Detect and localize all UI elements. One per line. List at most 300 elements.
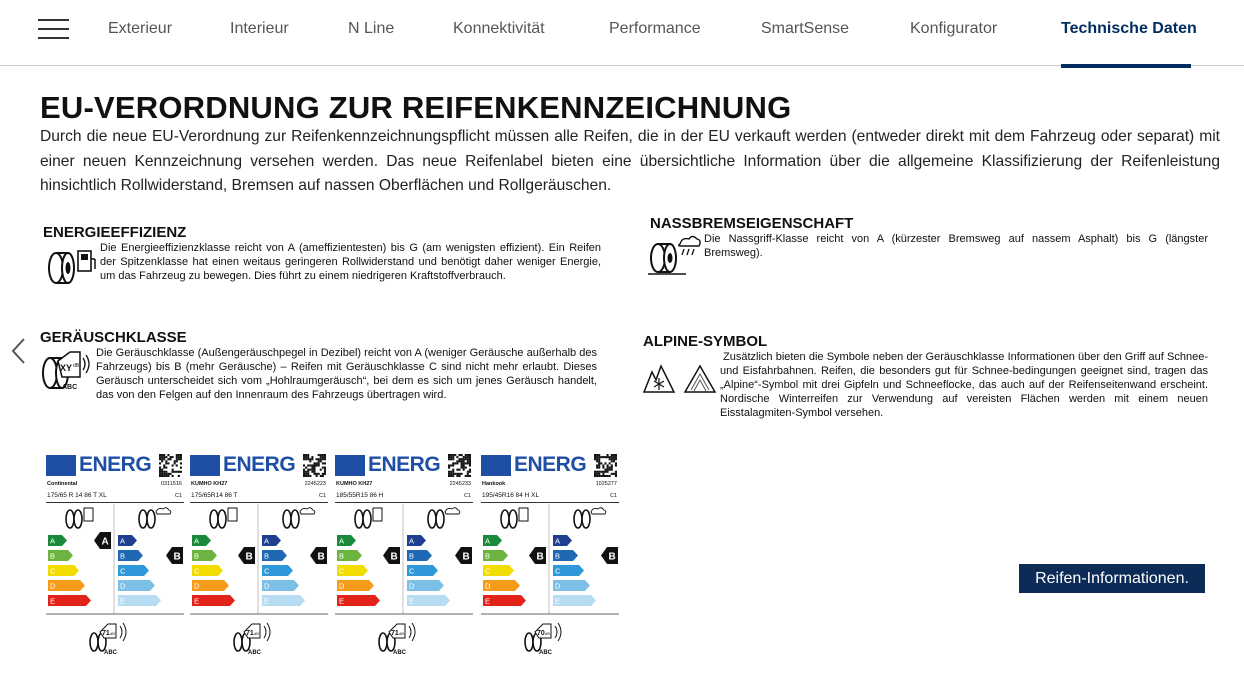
rain-cloud-icon <box>591 508 606 514</box>
alpine-snowflake-icon <box>642 362 676 394</box>
qr-module <box>316 473 318 475</box>
wet-grip-title: NASSBREMSEIGENSCHAFT <box>650 215 854 232</box>
qr-module <box>165 462 167 464</box>
qr-module <box>159 456 161 458</box>
qr-module <box>165 471 167 473</box>
qr-module <box>172 464 174 466</box>
qr-code-icon[interactable] <box>303 454 326 477</box>
qr-module <box>452 464 454 466</box>
qr-module <box>467 456 469 458</box>
qr-module <box>456 469 458 471</box>
qr-module <box>159 467 161 469</box>
qr-module <box>159 458 161 460</box>
qr-module <box>469 462 471 464</box>
noise-db-value: 71 <box>102 630 110 637</box>
qr-module <box>452 458 454 460</box>
eu-flag-icon <box>335 455 365 476</box>
qr-module <box>604 462 606 464</box>
qr-module <box>604 469 606 471</box>
qr-module <box>600 475 602 477</box>
qr-module <box>469 458 471 460</box>
noise-class-text: ABC <box>248 650 261 656</box>
label-code: 1025277 <box>595 481 617 487</box>
qr-module <box>598 464 600 466</box>
label-divider <box>190 502 328 503</box>
qr-module <box>458 458 460 460</box>
active-tab-indicator <box>1061 64 1191 68</box>
qr-module <box>607 469 609 471</box>
qr-module <box>615 458 617 460</box>
qr-module <box>461 462 463 464</box>
qr-module <box>307 454 309 456</box>
qr-module <box>615 471 617 473</box>
qr-module <box>613 460 615 462</box>
fuel-class-letter: B <box>339 551 345 561</box>
wet-tyre-icon <box>428 510 436 528</box>
qr-module <box>461 454 463 456</box>
qr-module <box>172 456 174 458</box>
wet-class-letter: E <box>264 596 270 606</box>
fuel-class-letter: E <box>194 596 200 606</box>
fuel-pump-icon <box>228 508 237 521</box>
qr-module <box>176 456 178 458</box>
qr-module <box>307 475 309 477</box>
eu-flag-icon <box>190 455 220 476</box>
qr-module <box>596 456 598 458</box>
qr-module <box>448 458 450 460</box>
qr-module <box>458 454 460 456</box>
label-brand: Continental <box>47 481 78 487</box>
qr-module <box>169 473 171 475</box>
label-tyre-class: C1 <box>318 493 326 499</box>
qr-module <box>309 460 311 462</box>
label-brand: KUMHO KH27 <box>191 481 228 487</box>
qr-module <box>448 454 450 456</box>
fuel-class-letter: D <box>194 581 200 591</box>
qr-module <box>600 462 602 464</box>
qr-module <box>448 471 450 473</box>
qr-module <box>454 462 456 464</box>
label-code: 0311516 <box>160 481 182 487</box>
nav-item-n-line[interactable]: N Line <box>348 20 395 37</box>
rain-cloud-icon <box>300 508 315 514</box>
qr-module <box>309 464 311 466</box>
qr-module <box>611 473 613 475</box>
qr-module <box>458 473 460 475</box>
qr-module <box>159 454 161 456</box>
qr-module <box>602 464 604 466</box>
fuel-class-letter: B <box>194 551 200 561</box>
label-divider <box>335 502 473 503</box>
qr-module <box>307 458 309 460</box>
qr-module <box>458 469 460 471</box>
qr-module <box>163 471 165 473</box>
chevron-left-icon[interactable] <box>8 336 30 366</box>
qr-module <box>611 467 613 469</box>
qr-module <box>594 473 596 475</box>
noise-tyre-icon <box>234 633 242 651</box>
wet-tyre-icon <box>574 510 582 528</box>
qr-module <box>613 456 615 458</box>
qr-module <box>324 471 326 473</box>
qr-module <box>318 460 320 462</box>
nav-item-konnektivitaet[interactable]: Konnektivität <box>453 20 545 37</box>
qr-module <box>465 462 467 464</box>
qr-module <box>313 467 315 469</box>
qr-module <box>607 471 609 473</box>
qr-module <box>602 471 604 473</box>
qr-module <box>461 473 463 475</box>
qr-module <box>172 471 174 473</box>
qr-module <box>165 473 167 475</box>
reifen-informationen-button[interactable]: Reifen-Informationen. <box>1019 564 1205 593</box>
fuel-tyre-icon <box>46 247 98 287</box>
energ-logo: ENERG <box>223 453 296 476</box>
qr-module <box>318 464 320 466</box>
qr-module <box>165 475 167 477</box>
qr-module <box>316 462 318 464</box>
noise-db-value: 71 <box>391 630 399 637</box>
label-tyre-size: 185/55R15 86 H <box>336 492 384 499</box>
sound-wave-icon <box>555 626 557 638</box>
label-tyre-size: 175/65R14 86 T <box>191 492 238 499</box>
fuel-tyre-icon-front <box>509 510 517 528</box>
qr-module <box>596 475 598 477</box>
wet-class-letter: C <box>120 566 126 576</box>
qr-module <box>320 460 322 462</box>
qr-module <box>596 464 598 466</box>
qr-module <box>159 473 161 475</box>
qr-module <box>469 456 471 458</box>
fuel-tyre-icon-front <box>74 510 82 528</box>
wet-grip-tyre-icon <box>646 234 702 276</box>
qr-module <box>180 458 182 460</box>
qr-module <box>594 458 596 460</box>
wet-class-arrow-letter: B <box>462 551 470 563</box>
wet-class-letter: A <box>120 536 126 546</box>
qr-module <box>615 475 617 477</box>
qr-module <box>448 473 450 475</box>
qr-module <box>322 473 324 475</box>
fuel-class-letter: E <box>50 596 56 606</box>
qr-code-icon[interactable] <box>448 454 471 477</box>
qr-module <box>598 473 600 475</box>
fuel-pump-icon <box>84 508 93 521</box>
qr-module <box>615 456 617 458</box>
noise-db-value: 70 <box>537 630 545 637</box>
qr-module <box>318 473 320 475</box>
qr-module <box>318 454 320 456</box>
qr-module <box>452 462 454 464</box>
qr-module <box>176 471 178 473</box>
noise-text: Die Geräuschklasse (Außengeräuschpegel in Dezibel) reicht von A (weniger Geräusche außerhalb des Fahrzeugs) bis B (mehr Geräusche) – Reifen mit Geräuschklasse C sind nicht mehr erlaubt. Dieses Geräusch unterscheidet sich vom „Hohlraumgeräusch“, bei dem es sich um jenes Geräusch handelt, das von den Felgen auf den Innenraum des Fahrzeugs übertragen wird. <box>96 347 597 401</box>
wet-class-arrow-letter: B <box>608 551 616 563</box>
fuel-tyre-icon <box>210 510 218 528</box>
wet-class-letter: D <box>555 581 561 591</box>
noise-tyre-icon <box>525 633 533 651</box>
qr-module <box>450 475 452 477</box>
qr-code-icon[interactable] <box>159 454 182 477</box>
qr-module <box>465 454 467 456</box>
qr-module <box>163 464 165 466</box>
qr-module <box>163 458 165 460</box>
qr-module <box>609 462 611 464</box>
qr-module <box>598 454 600 456</box>
qr-module <box>596 467 598 469</box>
sound-wave-icon <box>120 626 122 638</box>
noise-class-text: ABC <box>104 650 117 656</box>
label-header <box>46 452 184 478</box>
qr-module <box>600 456 602 458</box>
fuel-class-letter: A <box>194 536 200 546</box>
intro-paragraph: Durch die neue EU-Verordnung zur Reifenkennzeichnungspflicht müssen alle Reifen, die in der EU verkauft werden (entweder direkt mit dem Fahrzeug oder separat) mit einer neuen Kennzeichnung versehen werden. Das neue Reifenlabel bieten eine übersichtliche Information über die allgemeine Klassifizierung der Reifenleistung hinsichtlich Rollwiderstand, Bremsen auf nassen Oberflächen und Rollgeräuschen. <box>40 128 1220 194</box>
qr-module <box>598 458 600 460</box>
fuel-class-letter: A <box>339 536 345 546</box>
qr-module <box>594 456 596 458</box>
noise-class-text: ABC <box>393 650 406 656</box>
qr-module <box>454 473 456 475</box>
qr-module <box>469 464 471 466</box>
energ-logo: ENERG <box>514 453 587 476</box>
qr-module <box>463 460 465 462</box>
qr-module <box>456 475 458 477</box>
qr-module <box>176 464 178 466</box>
noise-class-text: ABC <box>539 650 552 656</box>
tyre-label-4 <box>481 450 619 660</box>
qr-module <box>596 473 598 475</box>
fuel-class-letter: B <box>50 551 56 561</box>
fuel-class-arrow-letter: A <box>101 536 109 548</box>
qr-module <box>159 471 161 473</box>
qr-module <box>324 458 326 460</box>
fuel-tyre-icon <box>501 510 509 528</box>
alpine-title: ALPINE-SYMBOL <box>643 333 768 350</box>
qr-module <box>467 473 469 475</box>
qr-module <box>467 475 469 477</box>
sound-wave-icon <box>558 623 561 641</box>
eu-flag-icon <box>46 455 76 476</box>
qr-module <box>450 454 452 456</box>
label-scales <box>335 504 473 660</box>
noise-db-unit: dB <box>254 631 259 636</box>
qr-module <box>311 464 313 466</box>
qr-module <box>159 469 161 471</box>
qr-module <box>458 475 460 477</box>
wet-class-letter: A <box>409 536 415 546</box>
qr-module <box>463 469 465 471</box>
qr-module <box>324 454 326 456</box>
qr-module <box>469 471 471 473</box>
label-header <box>335 452 473 478</box>
qr-module <box>161 473 163 475</box>
qr-module <box>461 464 463 466</box>
qr-module <box>165 467 167 469</box>
qr-module <box>456 460 458 462</box>
qr-module <box>161 475 163 477</box>
qr-module <box>324 467 326 469</box>
qr-module <box>600 471 602 473</box>
qr-module <box>598 475 600 477</box>
wet-class-letter: C <box>264 566 270 576</box>
qr-module <box>602 456 604 458</box>
qr-module <box>172 475 174 477</box>
qr-module <box>465 458 467 460</box>
energy-title: ENERGIEEFFIZIENZ <box>43 224 187 241</box>
nav-item-smartsense[interactable]: SmartSense <box>761 20 850 37</box>
qr-module <box>448 456 450 458</box>
wet-class-letter: D <box>409 581 415 591</box>
wet-tyre-icon <box>139 510 147 528</box>
qr-module <box>461 458 463 460</box>
qr-module <box>469 469 471 471</box>
qr-module <box>324 469 326 471</box>
qr-module <box>611 456 613 458</box>
qr-module <box>163 467 165 469</box>
eu-flag-icon <box>481 455 511 476</box>
qr-module <box>320 469 322 471</box>
fuel-tyre-icon-front <box>363 510 371 528</box>
label-scales <box>190 504 328 660</box>
fuel-class-letter: C <box>485 566 491 576</box>
qr-module <box>313 471 315 473</box>
wet-class-letter: C <box>555 566 561 576</box>
qr-module <box>180 467 182 469</box>
qr-module <box>307 456 309 458</box>
qr-module <box>609 456 611 458</box>
qr-module <box>596 454 598 456</box>
qr-module <box>305 456 307 458</box>
label-header <box>190 452 328 478</box>
qr-module <box>467 462 469 464</box>
fuel-class-letter: D <box>50 581 56 591</box>
noise-db-unit: dB <box>545 631 550 636</box>
qr-module <box>469 460 471 462</box>
qr-module <box>307 469 309 471</box>
top-nav <box>0 0 1244 66</box>
qr-module <box>305 454 307 456</box>
tyre-label-3 <box>335 450 473 660</box>
qr-module <box>469 475 471 477</box>
qr-module <box>322 454 324 456</box>
qr-module <box>450 473 452 475</box>
qr-module <box>159 475 161 477</box>
fuel-class-letter: E <box>339 596 345 606</box>
qr-module <box>174 460 176 462</box>
wet-class-arrow-letter: B <box>173 551 181 563</box>
qr-module <box>305 467 307 469</box>
qr-module <box>594 454 596 456</box>
label-tyre-class: C1 <box>609 493 617 499</box>
qr-module <box>178 471 180 473</box>
qr-module <box>465 475 467 477</box>
qr-module <box>169 456 171 458</box>
qr-module <box>309 475 311 477</box>
wet-class-letter: E <box>409 596 415 606</box>
rain-cloud-icon <box>156 508 171 514</box>
energ-logo: ENERG <box>368 453 441 476</box>
qr-module <box>309 469 311 471</box>
qr-module <box>456 462 458 464</box>
qr-module <box>320 475 322 477</box>
qr-module <box>313 462 315 464</box>
qr-module <box>611 460 613 462</box>
qr-module <box>180 454 182 456</box>
qr-module <box>467 454 469 456</box>
nav-item-konfigurator[interactable]: Konfigurator <box>910 20 998 37</box>
fuel-pump-icon <box>373 508 382 521</box>
qr-module <box>174 471 176 473</box>
qr-module <box>169 458 171 460</box>
label-brand: Hankook <box>482 481 506 487</box>
nav-item-performance[interactable]: Performance <box>609 20 701 37</box>
qr-module <box>456 456 458 458</box>
qr-module <box>322 458 324 460</box>
qr-module <box>320 458 322 460</box>
qr-module <box>318 458 320 460</box>
qr-module <box>465 467 467 469</box>
qr-module <box>467 460 469 462</box>
qr-module <box>602 467 604 469</box>
label-code: 2245223 <box>304 481 326 487</box>
fuel-tyre-icon-front <box>218 510 226 528</box>
qr-module <box>305 471 307 473</box>
hamburger-menu-icon[interactable] <box>38 19 69 41</box>
qr-module <box>161 460 163 462</box>
qr-module <box>450 456 452 458</box>
tyre-label-2 <box>190 450 328 660</box>
wet-class-letter: D <box>120 581 126 591</box>
qr-module <box>311 471 313 473</box>
qr-module <box>458 460 460 462</box>
fuel-class-letter: C <box>194 566 200 576</box>
qr-module <box>469 454 471 456</box>
qr-module <box>322 467 324 469</box>
nav-item-exterieur[interactable]: Exterieur <box>108 20 173 37</box>
qr-module <box>176 454 178 456</box>
noise-title: GERÄUSCHKLASSE <box>40 329 187 346</box>
nav-item-technische-daten[interactable]: Technische Daten <box>1061 20 1197 37</box>
wet-class-letter: B <box>555 551 561 561</box>
qr-module <box>178 458 180 460</box>
noise-db-value: 71 <box>246 630 254 637</box>
qr-module <box>602 473 604 475</box>
qr-module <box>307 471 309 473</box>
qr-module <box>163 473 165 475</box>
fuel-class-letter: E <box>485 596 491 606</box>
qr-module <box>303 471 305 473</box>
wet-grip-text: Die Nassgriff-Klasse reicht von A (kürzester Bremsweg auf nassem Asphalt) bis G (längster Bremsweg). <box>704 233 1208 259</box>
sound-wave-icon <box>123 623 126 641</box>
qr-module <box>607 456 609 458</box>
qr-module <box>176 460 178 462</box>
qr-module <box>596 458 598 460</box>
qr-module <box>598 460 600 462</box>
fuel-class-letter: D <box>485 581 491 591</box>
qr-module <box>303 456 305 458</box>
rain-cloud-icon <box>445 508 460 514</box>
qr-module <box>161 458 163 460</box>
qr-module <box>163 475 165 477</box>
sound-wave-icon <box>409 626 411 638</box>
qr-module <box>607 464 609 466</box>
qr-code-icon[interactable] <box>594 454 617 477</box>
qr-module <box>463 458 465 460</box>
qr-module <box>176 458 178 460</box>
qr-module <box>598 462 600 464</box>
qr-module <box>167 475 169 477</box>
nav-item-interieur[interactable]: Interieur <box>230 20 289 37</box>
qr-module <box>303 458 305 460</box>
